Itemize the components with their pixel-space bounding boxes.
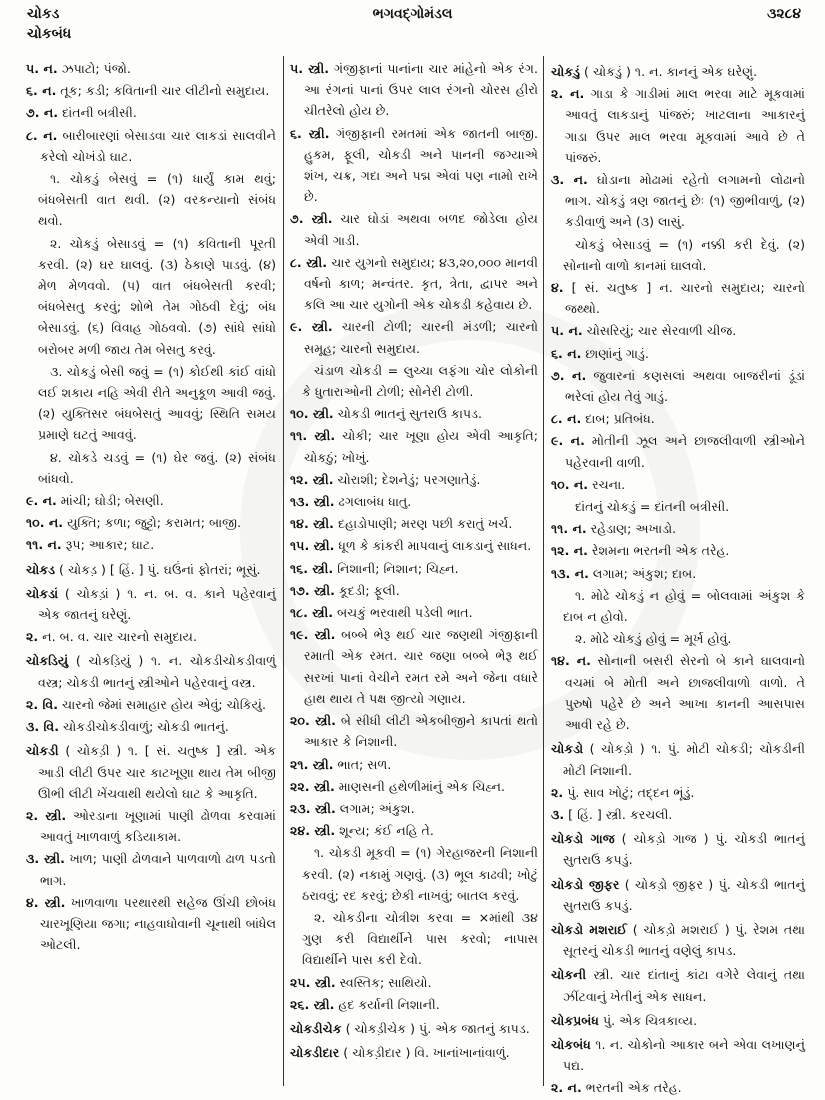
sense-entry: [290, 558, 538, 579]
dictionary-entry: [551, 738, 805, 780]
dictionary-entry: [551, 828, 805, 870]
sense-entry: [551, 365, 805, 407]
definition-text: ન. બ. વ. ચાર ચારનો સમુદાય.: [38, 629, 197, 645]
definition-text: ( ચોકડ઼ો ) ૧. પું. મોટી ચોકડી; ચોકડીની મોટી નિશાની.: [563, 741, 805, 778]
idiom-entry: [26, 233, 276, 360]
definition-text: રચના.: [588, 476, 626, 492]
definition-text: [ સં. ચતુષ્ક ] ન. ચારનો સમુદાય; ચારનો જથ્થો.: [563, 280, 805, 317]
definition-text: ચોકડીચોકડીવાળું; ચોકડી ભાતનું.: [59, 719, 229, 735]
definition-text: પું. એક ચિત્રકાવ્ય.: [598, 1012, 698, 1028]
definition-text: ચોકડી ભાતનું સુતરાઉ કાપડ.: [333, 406, 482, 422]
sense-label: ૭. ન.: [551, 367, 587, 383]
definition-text: ભરતની એક તરેહ.: [581, 1080, 682, 1096]
sense-label: ૧૨. ન.: [551, 543, 588, 559]
definition-text: બારીબારણાં બેસાડવા ચાર લાકડાં સાલવીને કરેલો ચોખંડો ઘાટ.: [40, 127, 276, 164]
sense-entry: [290, 252, 538, 316]
sense-label: ૨૦. સ્ત્રી.: [290, 713, 336, 729]
column-divider: [543, 56, 544, 1086]
sense-label: ૧૬. સ્ત્રી.: [290, 560, 334, 576]
sense-label: ૧૦. ન.: [26, 515, 64, 531]
sense-entry: [26, 892, 276, 956]
headword: ચોકડો: [551, 741, 584, 757]
sense-label: ૧૪. ન.: [551, 653, 591, 669]
sense-entry: [26, 716, 276, 737]
sense-label: ૫. ન.: [26, 61, 58, 76]
dictionary-entry: [26, 583, 276, 625]
sense-label: ૧૫. સ્ત્રી.: [290, 538, 335, 554]
sense-label: ૬. સ્ત્રી.: [290, 125, 330, 141]
dictionary-entry: [290, 1042, 538, 1063]
definition-text: ૪. ચોકડે ચડવું = (૧) ઘેર જવું. (૨) સંબંધ બાંધવો.: [38, 449, 276, 486]
sense-entry: [551, 320, 805, 341]
definition-text: ૨. ચોકડીના ચોત્રીશ કરવા = ×માંથી ૩૪ ગુણ કરી વિદ્યાર્થીને પાસ કરવો; નાપાસ વિદ્યાર્થીને પાસ કરી દેવો.: [302, 909, 538, 968]
idiom-entry: [290, 360, 538, 402]
sense-label: ૮. સ્ત્રી.: [290, 254, 328, 270]
definition-text: સ્વસ્તિક; સાથિયો.: [335, 974, 432, 990]
sense-entry: [26, 848, 276, 890]
sense-entry: [551, 782, 805, 803]
sense-entry: [551, 430, 805, 472]
definition-text: ( ચોકડ઼ાં ) ૧. ન. બ. વ. કાને પહેરવાનું એક જાતનું ઘરેણું.: [38, 585, 276, 623]
sense-label: ૨૬. સ્ત્રી.: [290, 996, 335, 1012]
definition-text: દહાડોપાણી; મરણ પછી કરાતું ખર્ચ.: [333, 516, 513, 532]
sense-entry: [290, 425, 538, 467]
definition-text: ચોકી; ચાર ખૂણા હોય એવી આકૃતિ; ચોકઠું; ખોખું.: [304, 428, 538, 465]
definition-text: ( ચોકડ઼ું ) ૧. ન. કાનનું એક ઘરેણું.: [580, 64, 758, 79]
sense-entry: [290, 491, 538, 512]
idiom-entry: [551, 234, 805, 276]
definition-text: દાંતનું ચોકડું = દાંતની બત્રીસી.: [575, 499, 730, 515]
definition-text: ચારનો જેમાં સમાહાર હોય એવું; ચોકિયું.: [58, 696, 266, 712]
sense-label: ૧૨. સ્ત્રી.: [290, 471, 334, 487]
definition-text: નિશાની; નિશાન; ચિહ્ન.: [333, 560, 459, 576]
definition-text: પું. સાવ ખોટું; તદ્દન ભૂંડું.: [563, 784, 695, 800]
sense-entry: [551, 540, 805, 561]
sense-entry: [551, 408, 805, 429]
definition-text: ( ચોકડ઼ો મશરાઈ ) પું. રેશમ તથા સૂતરનું ચોકડી ભાતનું વણેલું કાપડ.: [563, 921, 805, 959]
definition-text: લગામ; અંકુશ; દાબ.: [588, 565, 697, 581]
sense-entry: [26, 102, 276, 123]
sense-entry: [290, 972, 538, 993]
headword: ચોકડીચેક: [290, 1020, 342, 1036]
definition-text: ચાર ઘોડાં અથવા બળદ જોડેલા હોય એવી ગાડી.: [304, 211, 538, 248]
definition-text: ગંજીફાની રમતમાં એક જાતની બાજી. હુકમ, ફૂલી, ચોકડી અને પાનની જગ્યાએ શંખ, ચક્ર, ગદા અને પદ્મ એવાં પણ નામો રાખે છે.: [304, 125, 538, 205]
definition-text: [ હિં. ] સ્ત્રી. કરચલી.: [564, 806, 673, 822]
sense-label: ૪.: [551, 280, 564, 296]
sense-label: ૨૫. સ્ત્રી.: [290, 974, 336, 990]
book-title: ભગવદ્ગોમંડલ: [372, 6, 453, 22]
headword: ચોકબંધ: [551, 1036, 591, 1052]
sense-label: ૬. ન.: [26, 83, 57, 99]
sense-entry: [290, 820, 538, 841]
dictionary-entry: [551, 964, 805, 1006]
definition-text: ૧. ચોકડું બેસવું = (૧) ધાર્યું કામ થવું; બંધબેસતી વાત થવી. (૨) વરકન્યાનો સંબંધ થવો.: [38, 171, 276, 229]
definition-text: જુવારનાં કણસલાં અથવા બાજરીનાં ડૂંડાં ભરેલાં હોય તેવું ગાડું.: [565, 367, 805, 405]
idiom-entry: [551, 496, 805, 517]
sense-entry: [26, 80, 276, 101]
sense-label: ૧૦. સ્ત્રી.: [290, 406, 334, 422]
column-divider: [283, 56, 284, 1086]
sense-entry: [290, 535, 538, 556]
running-head-last-word: ચોકબંધ: [27, 26, 72, 42]
definition-text: સોનાની બસરી સેરનો બે કાને ઘાલવાનો વચમાં બે મોતી અને છાજલીવાળો વાળો. તે પુરુષો પહેરે છે અને આખા કાનની આસપાસ આવી રહે છે.: [565, 653, 805, 733]
definition-text: ધૂળ કે કાંકરી માપવાનું લાકડાનું સાધન.: [334, 538, 532, 554]
definition-text: ચંડાળ ચોકડી = લુચ્ચા લફંગા ચોર લોકોની કે ધુતારાઓની ટોળી; સોનેરી ટોળી.: [302, 362, 538, 400]
sense-label: ૨૪. સ્ત્રી.: [290, 823, 336, 839]
idiom-entry: [26, 447, 276, 489]
sense-label: ૧૮. સ્ત્રી.: [290, 605, 334, 621]
sense-entry: [290, 208, 538, 250]
sense-label: ૨.: [551, 784, 564, 800]
idiom-entry: [290, 842, 538, 906]
sense-label: ૩. ન.: [551, 172, 588, 188]
sense-entry: [551, 804, 805, 825]
sense-entry: [290, 513, 538, 534]
definition-text: છાણાંનું ગાડું.: [581, 345, 649, 361]
dictionary-entry: [551, 1034, 805, 1076]
sense-entry: [551, 518, 805, 539]
sense-entry: [290, 798, 538, 819]
sense-label: ૪. સ્ત્રી.: [26, 894, 66, 910]
sense-entry: [290, 403, 538, 424]
definition-text: ૧. ન. ચોકોનો આકાર બને એવા લખાણનું પદ્ય.: [563, 1036, 805, 1074]
sense-entry: [551, 169, 805, 233]
definition-text: ખાળવાળા પરથારથી સહેજ ઊંચી છોબંધ ચારખૂણિયા જગા; નાહવાધોવાની ચૂનાથી બાંધેલ ઓટલી.: [40, 894, 276, 953]
sense-entry: [290, 58, 538, 122]
sense-entry: [551, 1077, 805, 1098]
sense-entry: [26, 694, 276, 715]
sense-label: ૯. સ્ત્રી.: [290, 319, 333, 335]
definition-text: ચોસરિયું; ચાર સેરવાળી ચીજ.: [582, 323, 737, 339]
headword: ચોકડ: [26, 561, 56, 577]
headword: ચોકડો મશરાઈ: [551, 921, 628, 937]
sense-entry: [26, 534, 276, 555]
headword: ચોકડો ગાજ: [551, 831, 615, 847]
definition-text: ઝપાટો; પંજો.: [57, 61, 131, 76]
definition-text: ગાડા કે ગાડીમાં માલ ભરવા માટે મૂકવામાં આવતું લાકડાનું પાંજરું; ખાટલાના આકારનું ગાડા ઉપર માલ ભરવા મૂકવામાં આવે છે તે પાંજરું.: [565, 86, 805, 165]
headword: ચોકડિયું: [26, 653, 69, 669]
sense-entry: [290, 754, 538, 775]
definition-text: ભાત; સળ.: [333, 756, 392, 772]
dictionary-entry: [26, 559, 276, 580]
headword: ચોકડીદાર: [290, 1045, 340, 1061]
dictionary-entry: [551, 874, 805, 916]
definition-text: ઢગલાબંધ ધાતુ.: [334, 494, 412, 510]
headword: ચોકડું: [551, 64, 581, 79]
sense-entry: [290, 624, 538, 709]
column-1: [26, 58, 276, 956]
idiom-entry: [26, 168, 276, 232]
sense-label: ૧૭. સ્ત્રી.: [290, 582, 335, 598]
sense-label: ૫. ન.: [551, 323, 583, 339]
sense-label: ૧૪. સ્ત્રી.: [290, 516, 334, 532]
definition-text: દાંતની બત્રીસી.: [58, 105, 137, 121]
definition-text: રૂપ; આકાર; ઘાટ.: [61, 537, 155, 553]
sense-entry: [290, 580, 538, 601]
column-3: [551, 58, 805, 1100]
definition-text: ઓરડાના ખૂણામાં પાણી ઢોળવા કરવામાં આવતું ખાળવાળું કડિયાકામ.: [40, 807, 276, 845]
idiom-entry: [26, 361, 276, 446]
sense-entry: [551, 563, 805, 584]
sense-entry: [290, 710, 538, 752]
definition-text: ( ચોકડ઼ીચેક ) પું. એક જાતનું કાપડ.: [341, 1020, 530, 1036]
definition-text: બે સીધી લીટી એકબીજીને કાપતાં થતો આકાર કે નિશાની.: [304, 713, 538, 750]
dictionary-entry: [26, 650, 276, 692]
definition-text: ( ચોકડ઼ો ગાજ ) પું. ચોકડી ભાતનું સુતરાઉ કપડું.: [563, 831, 805, 868]
sense-label: ૨. સ્ત્રી.: [26, 807, 67, 823]
sense-label: ૩.: [551, 806, 565, 822]
sense-label: ૮. ન.: [26, 127, 58, 143]
sense-entry: [290, 469, 538, 490]
definition-text: ( ચોકડ઼ ) [ હિં. ] પું. ઘઉંનાં ફોતરાં; ભૂસું.: [55, 561, 261, 577]
sense-label: ૨. ન.: [551, 1080, 582, 1096]
sense-label: ૯. ન.: [26, 493, 57, 509]
definition-text: ૧. મોઢે ચોકડું ન હોવું = બોલવામાં અંકુશ કે દાબ ન હોવો.: [563, 587, 805, 625]
sense-label: ૧૧. ન.: [551, 521, 587, 537]
sense-entry: [551, 343, 805, 364]
definition-text: ૧. ચોકડી મૂકવી = (૧) ગેરહાજરની નિશાની કરવી. (૨) નકામું ગણવું. (૩) ભૂલ કાઢવી; ખોટું ઠરાવવું; રદ કરવું; છેકી નાખવું; બાતલ કરવું.: [302, 845, 538, 903]
sense-entry: [551, 474, 805, 495]
sense-entry: [290, 123, 538, 208]
sense-label: ૬. ન.: [551, 345, 582, 361]
sense-label: ૮. ન.: [551, 411, 582, 427]
sense-entry: [290, 776, 538, 797]
headword: ચોકપ્રબંધ: [551, 1012, 599, 1028]
sense-label: ૨૧. સ્ત્રી.: [290, 756, 334, 772]
sense-label: ૧૧. સ્ત્રી.: [290, 428, 336, 444]
sense-label: ૧૩. સ્ત્રી.: [290, 494, 335, 510]
sense-label: ૭. સ્ત્રી.: [290, 211, 333, 227]
idiom-entry: [551, 628, 805, 649]
definition-text: સ્ત્રી. ચાર દાંતાનું કાંટા વગેરે લેવાનું તથા ઝીંટવાનું ખેતીનું એક સાધન.: [563, 967, 805, 1004]
sense-entry: [26, 626, 276, 647]
definition-text: ( ચોકડ઼ી ) ૧. [ સં. ચતુષ્ક ] સ્ત્રી. એક આડી લીટી ઉપર ચાર કાટખૂણા થાય તેમ બીજી ઊભી લીટી ખેંચવાથી થયેલો ઘાટ કે આકૃતિ.: [38, 743, 276, 801]
sense-label: ૧૦. ન.: [551, 476, 589, 492]
column-2: [290, 58, 538, 1064]
definition-text: ચોરાશી; દેશનેડું; પરગણાતેડું.: [333, 471, 481, 487]
dictionary-entry: [551, 919, 805, 961]
page-number: ૩૨૮૪: [767, 6, 801, 22]
definition-text: તૂક; કડી; કવિતાની ચાર લીટીનો સમુદાય.: [56, 83, 270, 99]
sense-entry: [290, 602, 538, 623]
definition-text: ( ચોકડ઼ીદાર ) વિ. ખાનાંખાનાંવાળું.: [339, 1045, 510, 1061]
definition-text: ( ચોકડ઼િયું ) ૧. ન. ચોકડીચોકડીવાળું વસ્ત્ર; ચોકડી ભાતનું સ્ત્રીઓને પહેરવાનું વસ્ત્ર.: [38, 653, 276, 690]
sense-label: ૨. વિ.: [26, 696, 59, 712]
sense-label: ૫. સ્ત્રી.: [290, 61, 330, 76]
headword: ચોકડાં: [26, 585, 59, 601]
definition-text: મોતીની ઝૂલ અને છાજલીવાળી સ્ત્રીઓને પહેરવાની વાળી.: [565, 433, 805, 470]
sense-entry: [26, 512, 276, 533]
sense-label: ૨.: [26, 629, 39, 645]
sense-entry: [290, 994, 538, 1015]
definition-text: બબ્બે ભેરૂ થઈ ચાર જણથી ગંજીફાની રમાતી એક રમત. ચાર જણા બબ્બે ભેરૂ થઈ સરખાં પાનાં વેચીને રમત રમે અને જેના વધારે હાથ થાય તે પક્ષ જીત્યો ગણાય.: [304, 627, 538, 706]
dictionary-entry: [551, 61, 805, 82]
idiom-entry: [551, 585, 805, 627]
definition-text: ગંજીફાનાં પાનાંના ચાર માંહેનો એક રંગ. આ રંગનાં પાનાં ઉપર લાલ રંગનો ચોરસ હીરો ચીતરેલો હોય છે.: [304, 61, 538, 119]
definition-text: ૩. ચોકડું બેસી જવું = (૧) કોઈથી કાંઈ વાંધો લઈ શકાય નહિ એવી રીતે અનુકૂળ આવી જવું. (૨) યુક્તિસર બંધબેસતું આવવું; સ્થિતિ સમય પ્રમાણે ઘટતું આવવું.: [38, 363, 276, 443]
sense-entry: [26, 125, 276, 167]
definition-text: ચોકડું બેસાડવું = (૧) નક્કી કરી દેવું. (૨) સોનાનો વાળો કાનમાં ઘાલવો.: [563, 236, 805, 273]
headword: ચોકડો જીફર: [551, 876, 620, 892]
definition-text: ઘોડાના મોઢામાં રહેતો લગામનો લોઢાનો ભાગ. ચોકડું ત્રણ જાતનું છેઃ (૧) જીભીવાળું, (૨) કડીવાળું અને (૩) લાસું.: [565, 172, 805, 230]
sense-label: ૧૧. ન.: [26, 537, 62, 553]
definition-text: ચારની ટોળી; ચારની મંડળી; ચારનો સમૂહ; ચારનો સમુદાય.: [304, 319, 538, 356]
sense-label: ૨૩. સ્ત્રી.: [290, 800, 336, 816]
sense-entry: [26, 58, 276, 79]
sense-entry: [551, 277, 805, 319]
definition-text: દાબ; પ્રતિબંધ.: [581, 411, 655, 427]
definition-text: ખાળ; પાણી ઢોળવાને પાળવાળો ઢાળ પડતો ભાગ.: [40, 851, 276, 888]
sense-entry: [290, 316, 538, 358]
sense-entry: [551, 650, 805, 735]
sense-label: ૧૩. ન.: [551, 565, 589, 581]
sense-entry: [26, 490, 276, 511]
sense-label: ૯. ન.: [551, 433, 585, 449]
definition-text: કૂદડી; ફૂલી.: [334, 582, 400, 598]
definition-text: ( ચોકડ઼ો જીફર ) પું. ચોકડી ભાતનું સુતરાઉ કપડું.: [563, 876, 805, 913]
definition-text: યુક્તિ; કળા; જુટ્ટો; કરામત; બાજી.: [63, 515, 242, 531]
sense-label: ૩. સ્ત્રી.: [26, 851, 65, 867]
definition-text: ૨. ચોકડું બેસાડવું = (૧) કવિતાની પૂરતી કરવી. (૨) ઘર ઘાલવું. (૩) ઠેકાણે પાડવું. (૪) મેળ મેળવવો. (૫) વાત બંધબેસતી કરવી; બંધબેસતુ કરવું; શોભે તેમ ગોઠવી દેવું; બંધ બેસાડવું. (૬) વિવાહ ગોઠવવો. (૭) સાંધે સાંધો બરોબર મળી જાય તેમ બેસતુ કરવું.: [38, 235, 276, 357]
definition-text: ૨. મોઢે ચોકડું હોવું = મૂર્ખ હોવું.: [575, 631, 732, 647]
definition-text: લગામ; અંકુશ.: [335, 800, 415, 816]
sense-label: ૩. વિ.: [26, 719, 60, 735]
sense-label: ૨. ન.: [551, 86, 585, 102]
definition-text: માંચી; ઘોડી; બેસણી.: [56, 493, 164, 509]
sense-label: ૨૨. સ્ત્રી.: [290, 778, 335, 794]
dictionary-entry: [290, 1018, 538, 1039]
sense-entry: [551, 83, 805, 168]
headword: ચોકડી: [26, 743, 59, 759]
sense-entry: [26, 805, 276, 847]
sense-label: ૧૯. સ્ત્રી.: [290, 627, 336, 643]
idiom-entry: [290, 907, 538, 971]
definition-text: હદ કર્યાની નિશાની.: [334, 996, 440, 1012]
headword: ચોકની: [551, 967, 587, 983]
definition-text: રેશમના ભરતની એક તરેહ.: [587, 543, 730, 559]
dictionary-entry: [551, 1010, 805, 1031]
definition-text: રહેડાણ; અખાડો.: [586, 521, 677, 537]
definition-text: ચાર યુગનો સમુદાય; ૪૩,૨૦,૦૦૦ માનવી વર્ષનો કાળ; મન્વંતર. કૃત, ત્રેતા, દ્વાપર અને કલિ આ ચાર યુગોની એક ચોકડી કહેવાય છે.: [304, 254, 539, 313]
dictionary-entry: [26, 740, 276, 804]
definition-text: બચકું ભરવાથી પડેલી ભાત.: [333, 605, 473, 621]
sense-label: ૭. ન.: [26, 105, 59, 121]
definition-text: શૂન્ય; કંઈ નહિ તે.: [335, 823, 434, 839]
running-head-first-word: ચોકડ: [27, 6, 60, 22]
definition-text: માણસની હથેળીમાંનું એક ચિહ્ન.: [334, 778, 505, 794]
